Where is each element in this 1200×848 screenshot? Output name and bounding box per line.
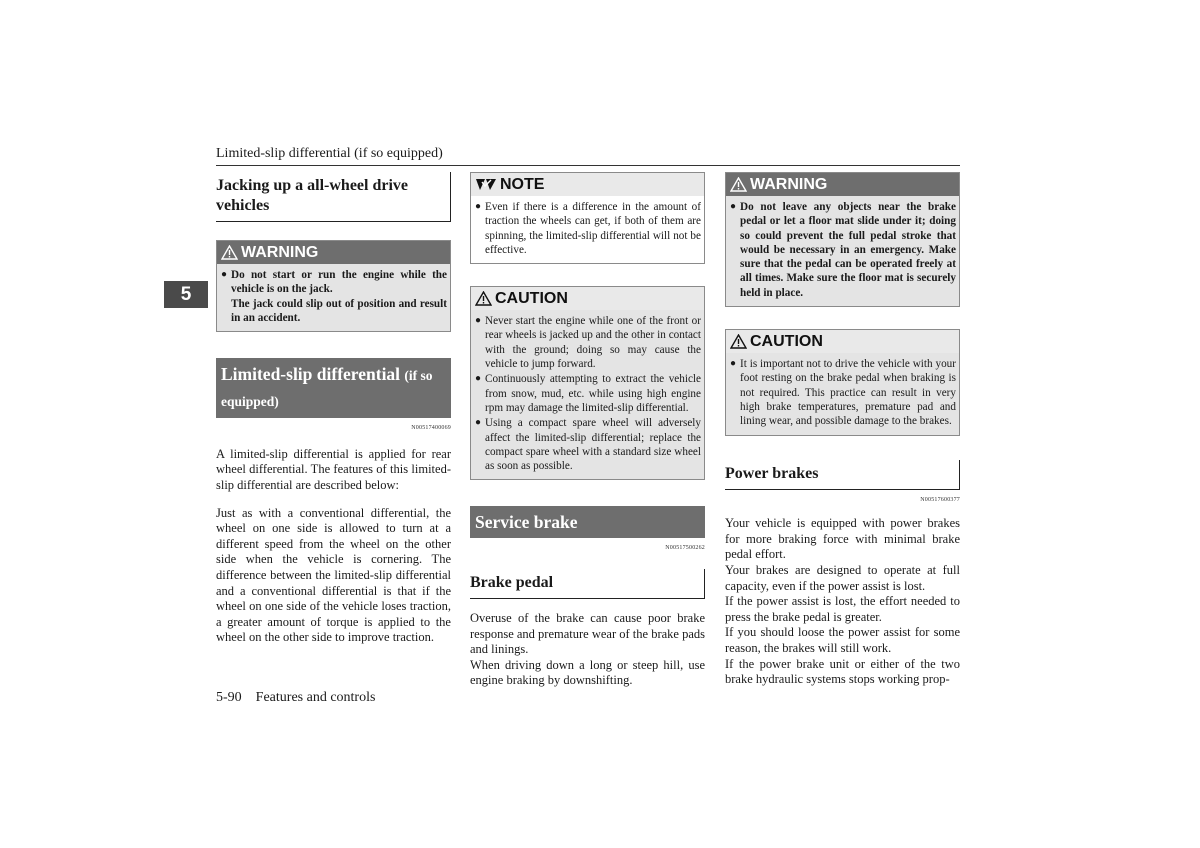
warning-item	[730, 200, 956, 300]
page-number: 5-90	[216, 690, 242, 705]
lsd-section-bar	[216, 358, 451, 418]
caution-triangle-icon	[730, 334, 747, 349]
note-item-text: Even if there is a difference in the amount of traction the wheels can get, if both of them are spinning, the limited-slip differential will not be effective.	[485, 201, 701, 256]
power-brakes-paragraph-5: If the power brake unit or either of the two brake hydraulic systems stops working prop-	[725, 656, 960, 687]
caution-header	[471, 287, 704, 310]
caution-item-text: Never start the engine while one of the front or rear wheels is jacked up and the other in contact with the ground; doing so may cause the vehicle to jump forward.	[485, 315, 701, 371]
note-header	[471, 173, 704, 196]
brake-pedal-paragraph-2: When driving down a long or steep hill, use engine braking by downshifting.	[470, 657, 705, 688]
service-brake-title: Service brake	[475, 512, 578, 533]
power-brakes-paragraph-3: If the power assist is lost, the effort needed to press the brake pedal is greater.	[725, 594, 960, 624]
warning-triangle-icon	[730, 177, 747, 192]
caution-item	[475, 314, 701, 371]
caution-item-text: It is important not to drive the vehicle with your foot resting on the brake pedal when braking is not required. This practice can result in very high brake temperatures, premature pad and lining wear, and possible damage to the brakes.	[740, 358, 956, 428]
lsd-section-title: Limited-slip differential	[221, 364, 401, 385]
lsd-paragraph-2: Just as with a conventional differential, the wheel on one side is allowed to turn at a different speed from the wheel on the other side when the vehicle is cornering. The difference between the limited-slip differential and a conventional differential is that if the wheel on one side of the vehicle loses traction, a greater amount of torque is applied to the wheel on the other side to improve traction.	[216, 505, 451, 645]
brake-pedal-heading: Brake pedal	[470, 569, 705, 599]
lsd-section-code: N00517400069	[411, 425, 451, 432]
bullet-icon: ●	[475, 315, 482, 327]
warning-box	[725, 172, 960, 307]
warning-box	[216, 240, 451, 332]
power-brakes-paragraph-1: Your vehicle is equipped with power brakes for more braking force with minimal brake pedal effort.	[725, 516, 960, 562]
power-brakes-paragraph-2: Your brakes are designed to operate at full capacity, even if the power assist is lost.	[725, 562, 960, 593]
column-3	[725, 172, 960, 688]
caution-item-text: Using a compact spare wheel will adversely affect the limited-slip differential; replace the compact spare wheel with a standard size wheel as soon as possible.	[485, 417, 701, 473]
power-brakes-code: N00517600377	[920, 496, 960, 503]
caution-item	[475, 372, 701, 415]
service-brake-code: N00517500262	[665, 545, 705, 552]
warning-header	[726, 173, 959, 196]
caution-body	[726, 353, 959, 434]
note-box	[470, 172, 705, 264]
note-item	[475, 200, 701, 257]
warning-label: WARNING	[750, 176, 828, 193]
column-2	[470, 172, 705, 689]
page-footer	[216, 690, 375, 706]
header-rule	[216, 165, 960, 166]
bullet-icon: ●	[730, 358, 737, 370]
power-brakes-paragraph-4: If you should loose the power assist for some reason, the brakes will still work.	[725, 625, 960, 655]
caution-box	[725, 329, 960, 435]
brake-pedal-paragraph-1: Overuse of the brake can cause poor brake response and premature wear of the brake pads and linings.	[470, 611, 705, 657]
caution-item	[475, 416, 701, 473]
warning-item-text: Do not leave any objects near the brake pedal or let a floor mat slide under it; doing so could prevent the full pedal stroke that would be necessary in an emergency. Make sure that the pedal can be operated freely at all times. Make sure the floor mat is securely held in place.	[740, 201, 956, 299]
bullet-icon: ●	[475, 373, 482, 385]
bullet-icon: ●	[221, 269, 228, 280]
column-1	[216, 172, 451, 646]
warning-label: WARNING	[241, 244, 319, 261]
warning-item-text: Do not start or run the engine while the vehicle is on the jack. The jack could slip out of position and result in an accident.	[231, 269, 447, 324]
bullet-icon: ●	[475, 417, 482, 429]
service-brake-section-bar	[470, 506, 705, 538]
jacking-heading: Jacking up a all-wheel drive vehicles	[216, 172, 451, 222]
chapter-tab: 5	[164, 281, 208, 308]
warning-item	[221, 268, 447, 325]
lsd-paragraph-1: A limited-slip differential is applied for rear wheel differential. The features of this limited-slip differential are described below:	[216, 446, 451, 492]
caution-triangle-icon	[475, 291, 492, 306]
note-label: NOTE	[500, 176, 545, 193]
caution-body	[471, 310, 704, 479]
warning-header	[217, 241, 450, 264]
footer-section-name: Features and controls	[255, 690, 376, 705]
lsd-section-title-small: (if so equipped)	[221, 368, 433, 410]
caution-box	[470, 286, 705, 480]
caution-item-text: Continuously attempting to extract the vehicle from snow, mud, etc. while using high engine rpm may damage the limited-slip differential.	[485, 373, 701, 414]
power-brakes-heading: Power brakes	[725, 460, 960, 490]
note-check-icon	[475, 177, 497, 192]
bullet-icon: ●	[475, 201, 482, 212]
caution-label: CAUTION	[495, 290, 568, 308]
warning-triangle-icon	[221, 245, 238, 260]
bullet-icon: ●	[730, 201, 737, 212]
warning-body	[217, 264, 450, 331]
note-body	[471, 196, 704, 263]
running-header-title: Limited-slip differential (if so equipped)	[216, 146, 443, 161]
caution-item	[730, 357, 956, 428]
caution-header	[726, 330, 959, 353]
warning-body	[726, 196, 959, 306]
caution-label: CAUTION	[750, 333, 823, 351]
